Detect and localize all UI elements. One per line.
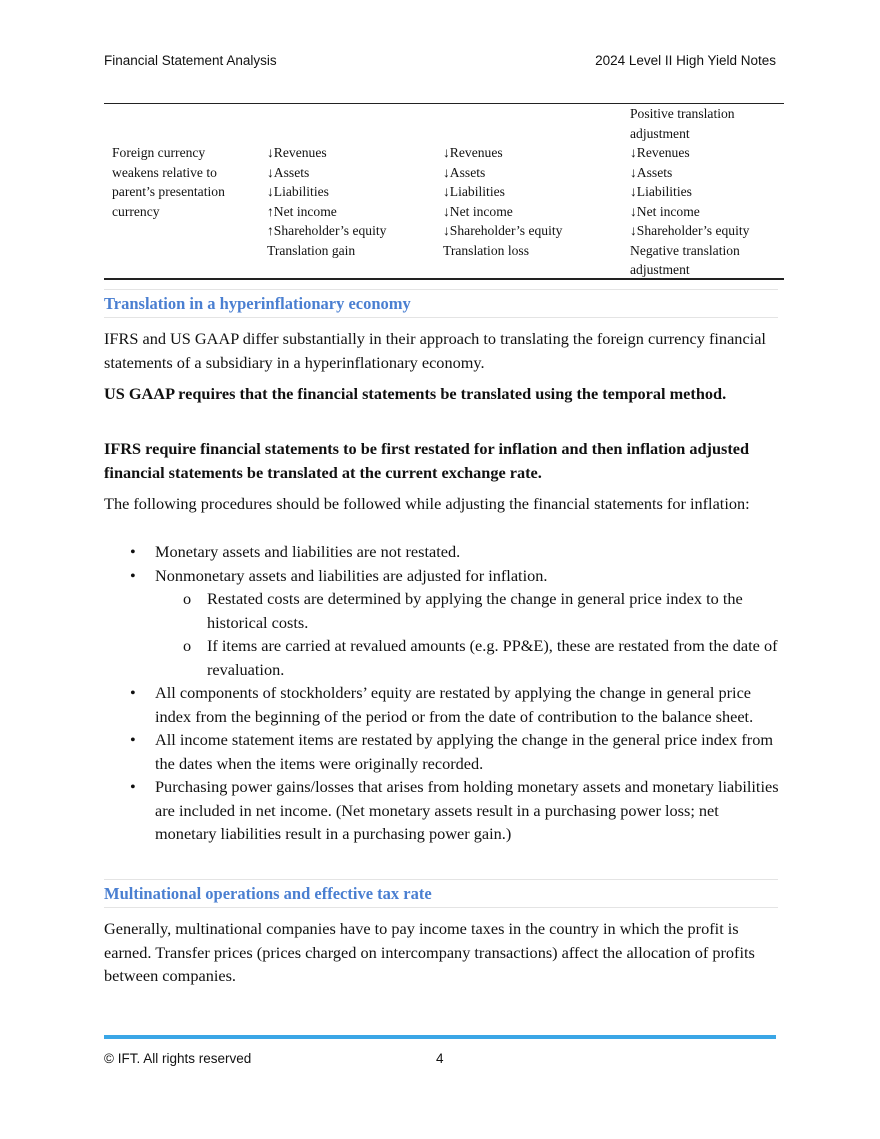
list-item — [104, 681, 784, 728]
list-item — [104, 775, 784, 846]
list-item-text: Monetary assets and liabilities are not restated. — [155, 542, 461, 561]
table-cell: ↓Shareholder’s equity — [443, 223, 563, 238]
paragraph-bold: US GAAP requires that the financial statements be translated using the temporal method. — [104, 384, 727, 403]
paragraph-bold: IFRS require financial statements to be first restated for inflation and then inflation adjusted financial statements be translated at the current exchange rate. — [104, 439, 750, 482]
table-cell: Translation gain — [267, 242, 356, 258]
table-cell: ↓Revenues — [630, 145, 690, 160]
table-cell: Translation loss — [443, 242, 529, 258]
header-subtitle: 2024 Level II High Yield Notes — [595, 53, 776, 68]
table-cell: ↓Assets — [630, 164, 673, 180]
list-item-text: Purchasing power gains/losses that arises from holding monetary assets and monetary liabilities are included in net income. (Net monetary assets result in a purchasing power loss; net monetary liabilities result in a purchasing power gain.) — [155, 777, 779, 843]
paragraph: The following procedures should be followed while adjusting the financial statements for inflation: — [104, 494, 750, 513]
table-col-4 — [630, 104, 749, 280]
table-cell: ↓Shareholder’s equity — [630, 223, 750, 238]
sub-list-item — [104, 634, 784, 681]
table-col-2 — [267, 143, 386, 260]
table-cell: ↓Revenues — [267, 145, 327, 160]
list-item-text: If items are carried at revalued amounts (e.g. PP&E), these are restated from the date of revaluation. — [207, 636, 778, 679]
table-cell: Foreign currency — [112, 145, 206, 160]
list-item-text: Nonmonetary assets and liabilities are adjusted for inflation. — [155, 565, 548, 585]
list-item-text: All components of stockholders’ equity are restated by applying the change in general price index from the beginning of the period or from the date of contribution to the balance sheet. — [155, 683, 754, 726]
table-col-3 — [443, 143, 562, 260]
table-cell: currency — [112, 203, 160, 219]
table-cell: adjustment — [630, 262, 690, 277]
table-cell: adjustment — [630, 125, 690, 141]
sub-bullet-icon: o — [183, 589, 192, 608]
bullet-icon: • — [130, 565, 136, 585]
table-cell: ↑Net income — [267, 203, 337, 219]
list-item — [104, 728, 784, 775]
bullet-icon: • — [130, 777, 136, 796]
table-cell: ↓Net income — [443, 203, 513, 219]
table-cell: parent’s presentation — [112, 184, 225, 199]
procedure-list — [104, 540, 784, 846]
table-cell: ↓Liabilities — [630, 184, 692, 199]
table-col-condition — [112, 143, 225, 221]
list-item — [104, 564, 784, 588]
table-cell: Positive translation — [630, 106, 735, 121]
table-cell: ↓Liabilities — [443, 184, 505, 199]
table-cell: ↓Liabilities — [267, 184, 329, 199]
bullet-icon: • — [130, 730, 136, 749]
table-bottom-rule — [104, 278, 784, 280]
bullet-icon: • — [130, 683, 136, 702]
footer-copyright: © IFT. All rights reserved — [104, 1051, 252, 1066]
bullet-icon: • — [130, 542, 136, 561]
list-item-text: Restated costs are determined by applying the change in general price index to the historical costs. — [207, 589, 743, 632]
page-number: 4 — [436, 1051, 444, 1066]
sub-bullet-icon: o — [183, 636, 192, 655]
footer-rule — [104, 1035, 776, 1039]
paragraph: IFRS and US GAAP differ substantially in their approach to translating the foreign currency financial statements of a subsidiary in a hyperinflationary economy. — [104, 329, 766, 372]
table-cell: ↓Net income — [630, 203, 700, 219]
section-heading-hyperinflation: Translation in a hyperinflationary economy — [104, 289, 778, 318]
section-heading-tax-rate: Multinational operations and effective tax rate — [104, 879, 778, 908]
list-item-text: All income statement items are restated by applying the change in the general price index from the dates when the items were originally recorded. — [155, 730, 774, 773]
table-cell: ↓Assets — [267, 164, 310, 180]
table-cell: ↓Revenues — [443, 145, 503, 160]
table-cell: ↓Assets — [443, 164, 486, 180]
header-title: Financial Statement Analysis — [104, 53, 277, 68]
sub-list-item — [104, 587, 784, 634]
table-cell: Negative translation — [630, 242, 740, 258]
table-cell: ↑Shareholder’s equity — [267, 223, 387, 238]
paragraph: Generally, multinational companies have to pay income taxes in the country in which the profit is earned. Transfer prices (prices charged on intercompany transactions) affect the allocation of profits between companies. — [104, 919, 755, 985]
list-item — [104, 540, 784, 564]
table-cell: weakens relative to — [112, 164, 217, 180]
